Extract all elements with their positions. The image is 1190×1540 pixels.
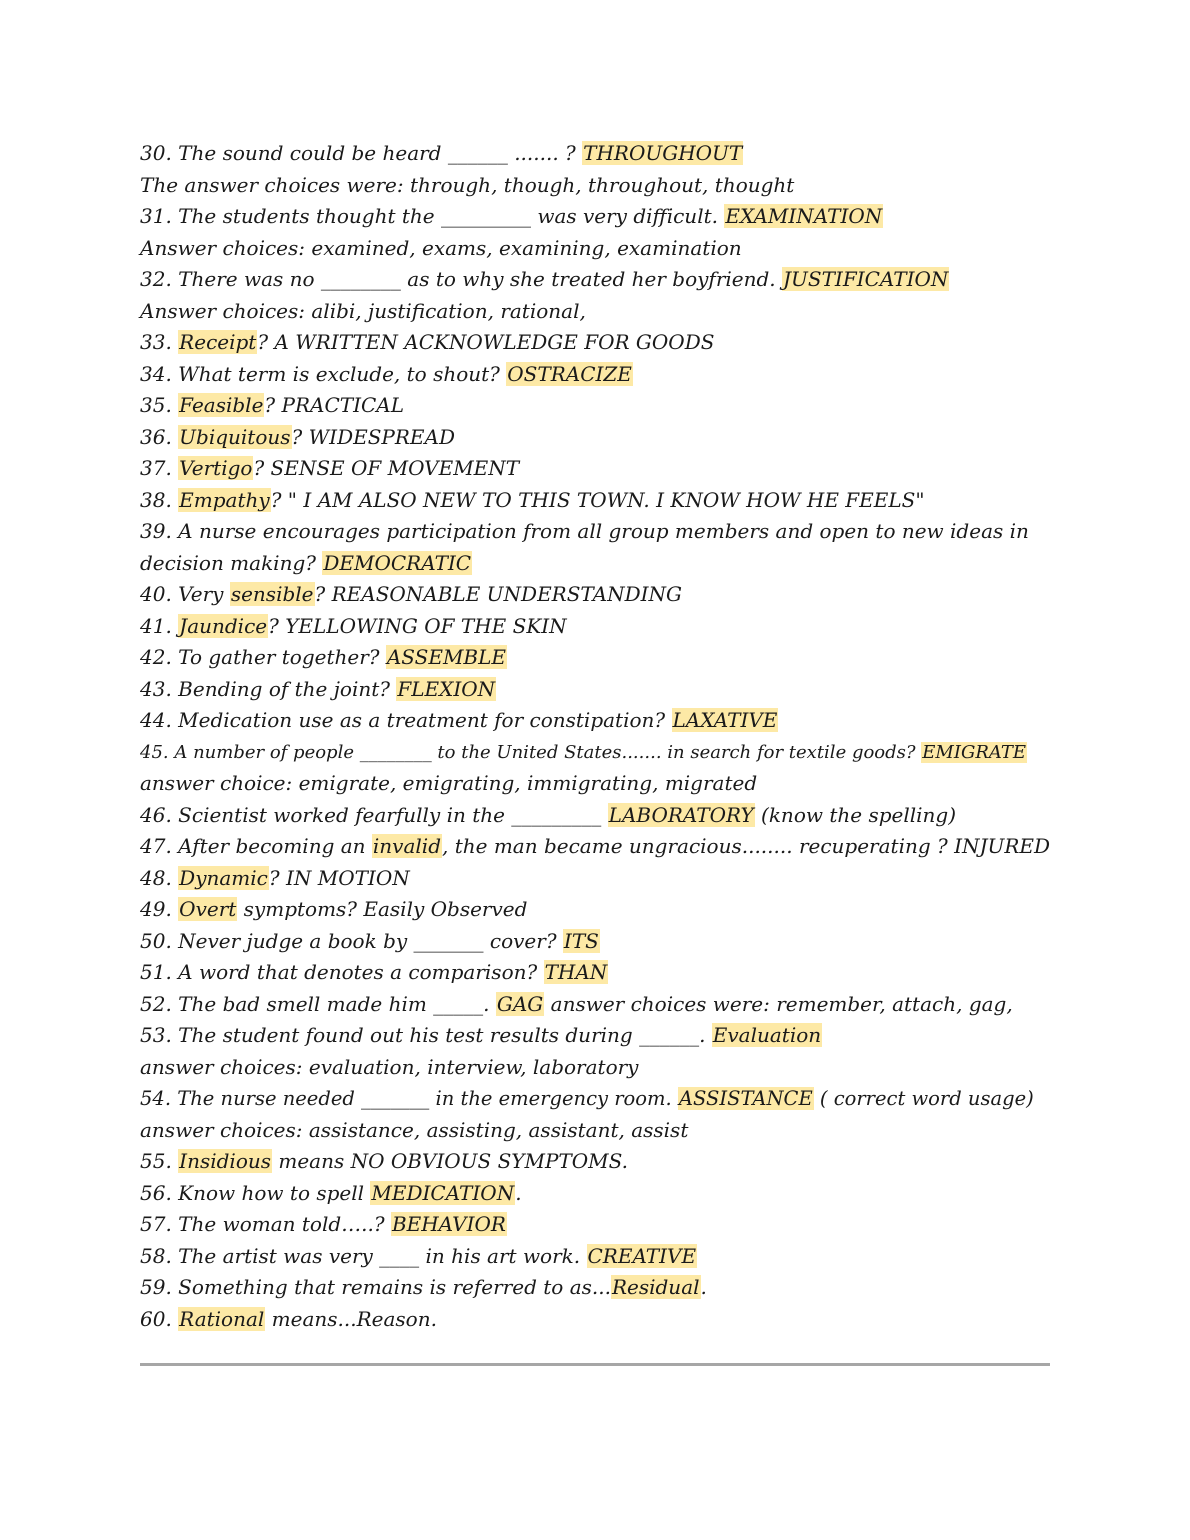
highlighted-answer: THROUGHOUT — [583, 141, 743, 165]
highlighted-answer: LAXATIVE — [672, 708, 778, 732]
text-segment: Answer choices: examined, exams, examining, examination — [140, 235, 742, 260]
text-line — [140, 422, 1050, 454]
text-line — [140, 516, 1050, 579]
highlighted-answer: Jaundice — [179, 613, 268, 638]
highlighted-answer: Insidious — [179, 1149, 271, 1173]
text-segment: answer choices: assistance, assisting, assistant, assist — [140, 1117, 689, 1142]
text-segment: . — [700, 1275, 707, 1299]
text-line — [140, 768, 1050, 800]
text-line — [140, 579, 1050, 611]
text-line — [140, 831, 1050, 863]
text-line — [140, 737, 1050, 769]
text-segment: answer choice: emigrate, emigrating, immigrating, migrated — [140, 771, 758, 795]
text-line — [140, 1115, 1050, 1147]
text-segment: 48. — [140, 865, 179, 890]
text-line — [140, 359, 1050, 391]
text-segment: . — [515, 1180, 522, 1205]
text-segment: 46. Scientist worked fearfully in the _________ — [140, 802, 608, 827]
text-line — [140, 485, 1050, 517]
text-segment: 41. — [140, 613, 179, 638]
highlighted-answer: FLEXION — [397, 676, 496, 701]
text-line — [140, 1241, 1050, 1273]
text-line — [140, 296, 1050, 328]
text-line — [140, 390, 1050, 422]
footer-divider — [140, 1363, 1050, 1366]
text-segment: 32. There was no ________ as to why she treated her boyfriend. — [140, 267, 783, 291]
text-line — [140, 642, 1050, 674]
text-line — [140, 1083, 1050, 1115]
text-segment: 55. — [140, 1149, 179, 1173]
highlighted-answer: THAN — [544, 960, 608, 984]
text-segment: ( correct word usage) — [813, 1087, 1034, 1110]
highlighted-answer: Receipt — [179, 330, 257, 354]
text-segment: 47. After becoming an — [140, 834, 372, 858]
highlighted-answer: EXAMINATION — [725, 204, 883, 228]
text-segment: 60. — [140, 1306, 179, 1331]
text-segment: The answer choices were: through, though, throughout, thought — [140, 172, 795, 197]
text-segment: 59. Something that remains is referred to as... — [140, 1275, 611, 1299]
text-line — [140, 264, 1050, 296]
highlighted-answer: Residual — [611, 1275, 700, 1299]
highlighted-answer: Empathy — [179, 487, 270, 512]
text-segment: Answer choices: alibi, justification, rational, — [140, 298, 586, 323]
text-segment: ? PRACTICAL — [264, 393, 405, 417]
text-segment: 43. Bending of the joint? — [140, 676, 397, 701]
highlighted-answer: Evaluation — [712, 1023, 822, 1047]
highlighted-answer: LABORATORY — [608, 802, 754, 827]
text-line — [140, 1020, 1050, 1052]
text-line — [140, 1178, 1050, 1210]
text-line — [140, 1272, 1050, 1304]
text-segment: ? IN MOTION — [268, 865, 410, 890]
text-line — [140, 453, 1050, 485]
text-segment: 53. The student found out his test results during ______. — [140, 1023, 712, 1047]
highlighted-answer: ASSEMBLE — [386, 645, 507, 669]
text-segment: 39. A nurse encourages participation from all group members and open to new ideas in decision making? — [140, 519, 1029, 575]
text-line — [140, 894, 1050, 926]
text-segment: 31. The students thought the _________ was very difficult. — [140, 204, 725, 228]
text-segment: answer choices: evaluation, interview, laboratory — [140, 1054, 639, 1079]
text-segment: ? " I AM ALSO NEW TO THIS TOWN. I KNOW HOW HE FEELS" — [270, 487, 925, 512]
text-segment: 51. A word that denotes a comparison? — [140, 960, 544, 984]
text-segment: 52. The bad smell made him _____. — [140, 991, 496, 1016]
text-segment: 36. — [140, 424, 179, 449]
text-segment: 56. Know how to spell — [140, 1180, 371, 1205]
text-segment: symptoms? Easily Observed — [237, 897, 528, 921]
text-segment: 34. What term is exclude, to shout? — [140, 361, 507, 386]
text-segment: 38. — [140, 487, 179, 512]
text-segment: (know the spelling) — [754, 802, 957, 827]
highlighted-answer: MEDICATION — [371, 1180, 515, 1205]
highlighted-answer: Overt — [179, 897, 237, 921]
text-line — [140, 201, 1050, 233]
highlighted-answer: GAG — [496, 991, 544, 1016]
text-segment: 49. — [140, 897, 179, 921]
highlighted-answer: invalid — [372, 834, 442, 858]
highlighted-answer: BEHAVIOR — [391, 1212, 506, 1236]
text-line — [140, 1052, 1050, 1084]
text-line — [140, 1146, 1050, 1178]
text-segment: 57. The woman told…..? — [140, 1212, 391, 1236]
text-line — [140, 863, 1050, 895]
text-line — [140, 674, 1050, 706]
text-segment: ? SENSE OF MOVEMENT — [253, 456, 520, 480]
text-line — [140, 926, 1050, 958]
text-segment: 33. — [140, 330, 179, 354]
text-segment: 40. Very — [140, 582, 230, 606]
text-segment: 30. The sound could be heard ______ ....... ? — [140, 141, 583, 165]
highlighted-answer: sensible — [230, 582, 314, 606]
text-segment: 54. The nurse needed _______ in the emergency room. — [140, 1087, 678, 1110]
text-segment: means...Reason. — [265, 1306, 437, 1331]
highlighted-answer: Dynamic — [179, 865, 268, 890]
highlighted-answer: JUSTIFICATION — [783, 267, 949, 291]
text-segment: answer choices were: remember, attach, gag, — [544, 991, 1013, 1016]
highlighted-answer: OSTRACIZE — [507, 361, 632, 386]
text-line — [140, 800, 1050, 832]
text-line — [140, 989, 1050, 1021]
highlighted-answer: CREATIVE — [587, 1243, 697, 1268]
text-line — [140, 138, 1050, 170]
text-segment: means NO OBVIOUS SYMPTOMS. — [272, 1149, 628, 1173]
text-segment: 45. A number of people ________ to the United States....... in search for textile goods? — [140, 741, 922, 763]
highlighted-answer: Vertigo — [179, 456, 253, 480]
highlighted-answer: Ubiquitous — [179, 424, 291, 449]
text-segment: 44. Medication use as a treatment for constipation? — [140, 708, 672, 732]
text-segment: ? A WRITTEN ACKNOWLEDGE FOR GOODS — [257, 330, 715, 354]
text-line — [140, 327, 1050, 359]
highlighted-answer: Rational — [179, 1306, 265, 1331]
text-segment: , the man became ungracious........ recuperating ? INJURED — [442, 834, 1051, 858]
text-line — [140, 957, 1050, 989]
highlighted-answer: EMIGRATE — [922, 741, 1027, 763]
document-body — [140, 138, 1050, 1335]
text-segment: 35. — [140, 393, 179, 417]
text-line — [140, 705, 1050, 737]
highlighted-answer: DEMOCRATIC — [323, 550, 472, 575]
text-line — [140, 1304, 1050, 1336]
highlighted-answer: Feasible — [179, 393, 264, 417]
text-segment: 50. Never judge a book by _______ cover? — [140, 928, 563, 953]
text-line — [140, 611, 1050, 643]
text-segment: ? REASONABLE UNDERSTANDING — [314, 582, 683, 606]
highlighted-answer: ASSISTANCE — [678, 1087, 813, 1110]
text-segment: ? WIDESPREAD — [291, 424, 455, 449]
text-segment: 58. The artist was very ____ in his art work. — [140, 1243, 587, 1268]
text-line — [140, 170, 1050, 202]
text-line — [140, 1209, 1050, 1241]
text-line — [140, 233, 1050, 265]
highlighted-answer: ITS — [563, 928, 599, 953]
text-segment: 37. — [140, 456, 179, 480]
text-segment: ? YELLOWING OF THE SKIN — [268, 613, 567, 638]
text-segment: 42. To gather together? — [140, 645, 386, 669]
